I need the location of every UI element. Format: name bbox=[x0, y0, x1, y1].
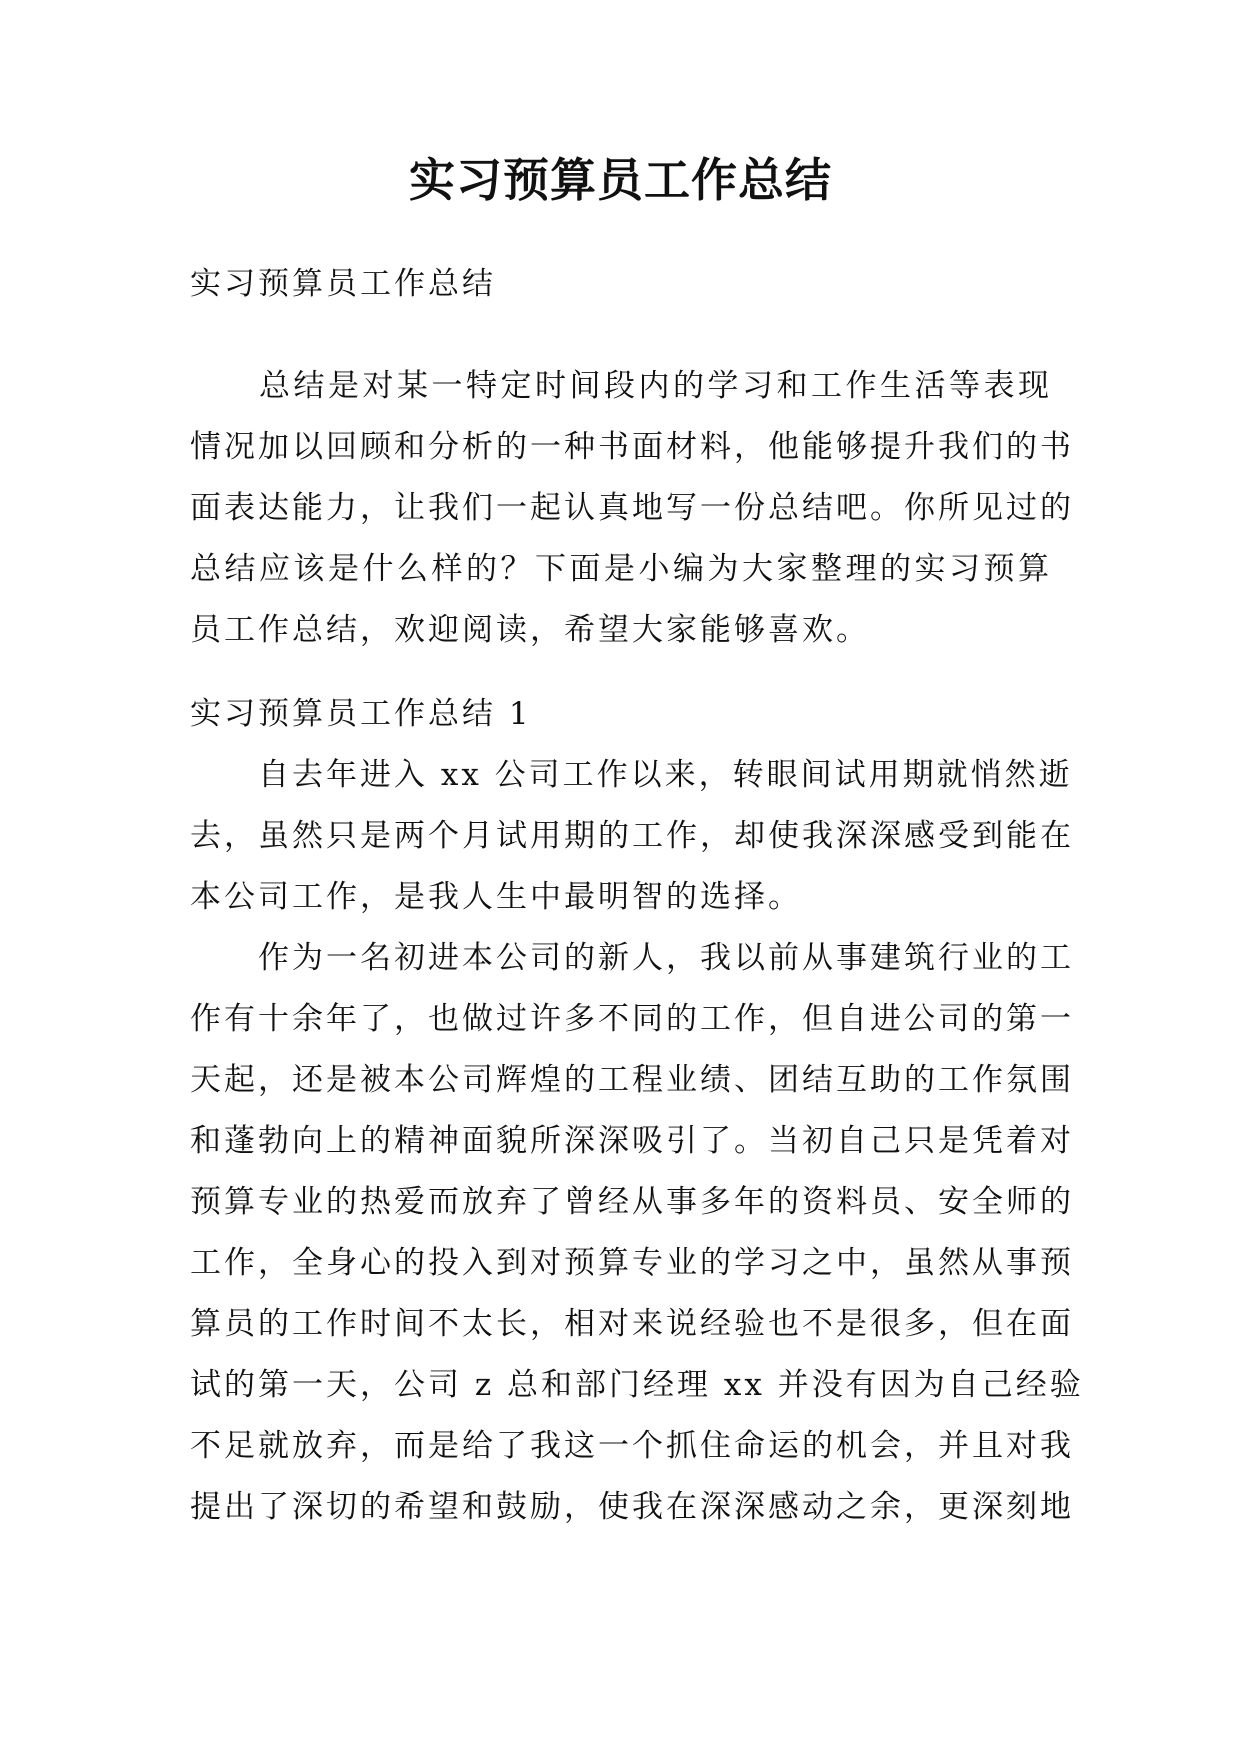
intro-line: 总结是对某一特定时间段内的学习和工作生活等表现 bbox=[190, 368, 1052, 404]
paragraph-line: 本公司工作，是我人生中最明智的选择。 bbox=[190, 879, 802, 915]
paragraph-line: 自去年进入 xx 公司工作以来，转眼间试用期就悄然逝 bbox=[190, 757, 1073, 793]
intro-line: 情况加以回顾和分析的一种书面材料，他能够提升我们的书 bbox=[190, 429, 1074, 465]
paragraph-line: 算员的工作时间不太长，相对来说经验也不是很多，但在面 bbox=[190, 1306, 1074, 1342]
paragraph-line: 天起，还是被本公司辉煌的工程业绩、团结互助的工作氛围 bbox=[190, 1062, 1074, 1098]
document-subtitle: 实习预算员工作总结 bbox=[190, 266, 496, 302]
paragraph-line: 试的第一天，公司 z 总和部门经理 xx 并没有因为自己经验 bbox=[190, 1367, 1084, 1403]
paragraph-2 bbox=[190, 928, 1084, 1538]
paragraph-line: 不足就放弃，而是给了我这一个抓住命运的机会，并且对我 bbox=[190, 1428, 1074, 1464]
paragraph-line: 工作，全身心的投入到对预算专业的学习之中，虽然从事预 bbox=[190, 1245, 1074, 1281]
paragraph-line: 作有十余年了，也做过许多不同的工作，但自进公司的第一 bbox=[190, 1001, 1074, 1037]
paragraph-line: 预算专业的热爱而放弃了曾经从事多年的资料员、安全师的 bbox=[190, 1184, 1074, 1220]
paragraph-line: 和蓬勃向上的精神面貌所深深吸引了。当初自己只是凭着对 bbox=[190, 1123, 1074, 1159]
paragraph-1 bbox=[190, 745, 1074, 928]
section-heading: 实习预算员工作总结 1 bbox=[190, 696, 532, 732]
intro-line: 面表达能力，让我们一起认真地写一份总结吧。你所见过的 bbox=[190, 490, 1074, 526]
paragraph-line: 提出了深切的希望和鼓励，使我在深深感动之余，更深刻地 bbox=[190, 1489, 1074, 1525]
paragraph-line: 作为一名初进本公司的新人，我以前从事建筑行业的工 bbox=[190, 940, 1074, 976]
document-title: 实习预算员工作总结 bbox=[409, 153, 832, 207]
intro-paragraph bbox=[190, 356, 1074, 661]
intro-line: 员工作总结，欢迎阅读，希望大家能够喜欢。 bbox=[190, 612, 870, 648]
intro-line: 总结应该是什么样的？下面是小编为大家整理的实习预算 bbox=[190, 551, 1052, 587]
paragraph-line: 去，虽然只是两个月试用期的工作，却使我深深感受到能在 bbox=[190, 818, 1074, 854]
